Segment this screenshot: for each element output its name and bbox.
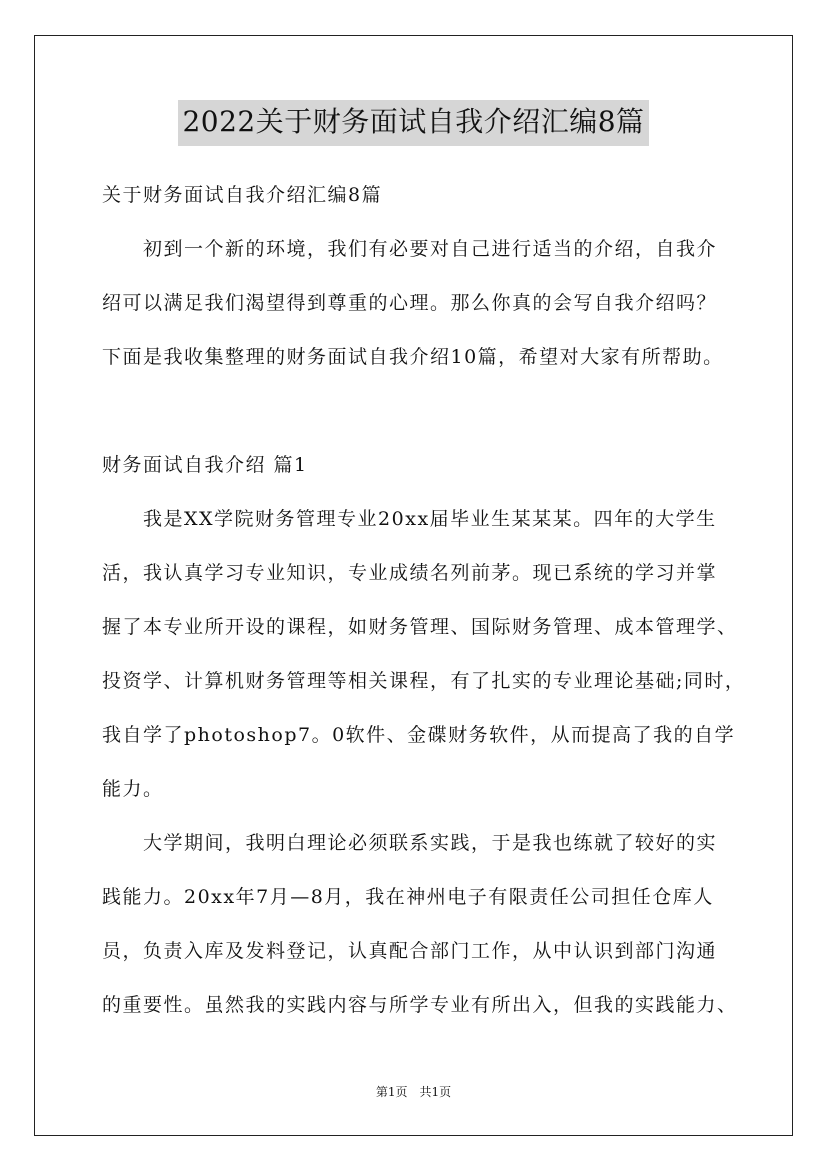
document-title: 2022关于财务面试自我介绍汇编8篇 bbox=[178, 100, 648, 146]
paragraph-line: 大学期间，我明白理论必须联系实践，于是我也练就了较好的实 bbox=[143, 832, 718, 854]
paragraph-line: 践能力。20xx年7月—8月，我在神州电子有限责任公司担任仓库人 bbox=[102, 886, 714, 908]
intro-line: 绍可以满足我们渴望得到尊重的心理。那么你真的会写自我介绍吗？ bbox=[102, 292, 718, 314]
title-container bbox=[0, 100, 827, 146]
page-footer: 第1页 共1页 bbox=[375, 1085, 452, 1099]
paragraph-line: 我自学了photoshop7。0软件、金碟财务软件，从而提高了我的自学 bbox=[102, 724, 736, 746]
document-subtitle: 关于财务面试自我介绍汇编8篇 bbox=[102, 184, 383, 206]
intro-line: 初到一个新的环境，我们有必要对自己进行适当的介绍，自我介 bbox=[143, 238, 718, 260]
paragraph-line: 活，我认真学习专业知识，专业成绩名列前茅。现已系统的学习并掌 bbox=[102, 562, 718, 584]
paragraph-line: 握了本专业所开设的课程，如财务管理、国际财务管理、成本管理学、 bbox=[102, 616, 738, 638]
paragraph-line: 员，负责入库及发料登记，认真配合部门工作，从中认识到部门沟通 bbox=[102, 940, 718, 962]
paragraph-line: 投资学、计算机财务管理等相关课程，有了扎实的专业理论基础;同时， bbox=[102, 670, 746, 692]
paragraph-line: 能力。 bbox=[102, 778, 164, 800]
paragraph-line: 我是XX学院财务管理专业20xx届毕业生某某某。四年的大学生 bbox=[143, 508, 717, 530]
section-heading: 财务面试自我介绍 篇1 bbox=[102, 454, 308, 476]
paragraph-line: 的重要性。虽然我的实践内容与所学专业有所出入，但我的实践能力、 bbox=[102, 994, 738, 1016]
intro-line: 下面是我收集整理的财务面试自我介绍10篇，希望对大家有所帮助。 bbox=[102, 346, 724, 368]
